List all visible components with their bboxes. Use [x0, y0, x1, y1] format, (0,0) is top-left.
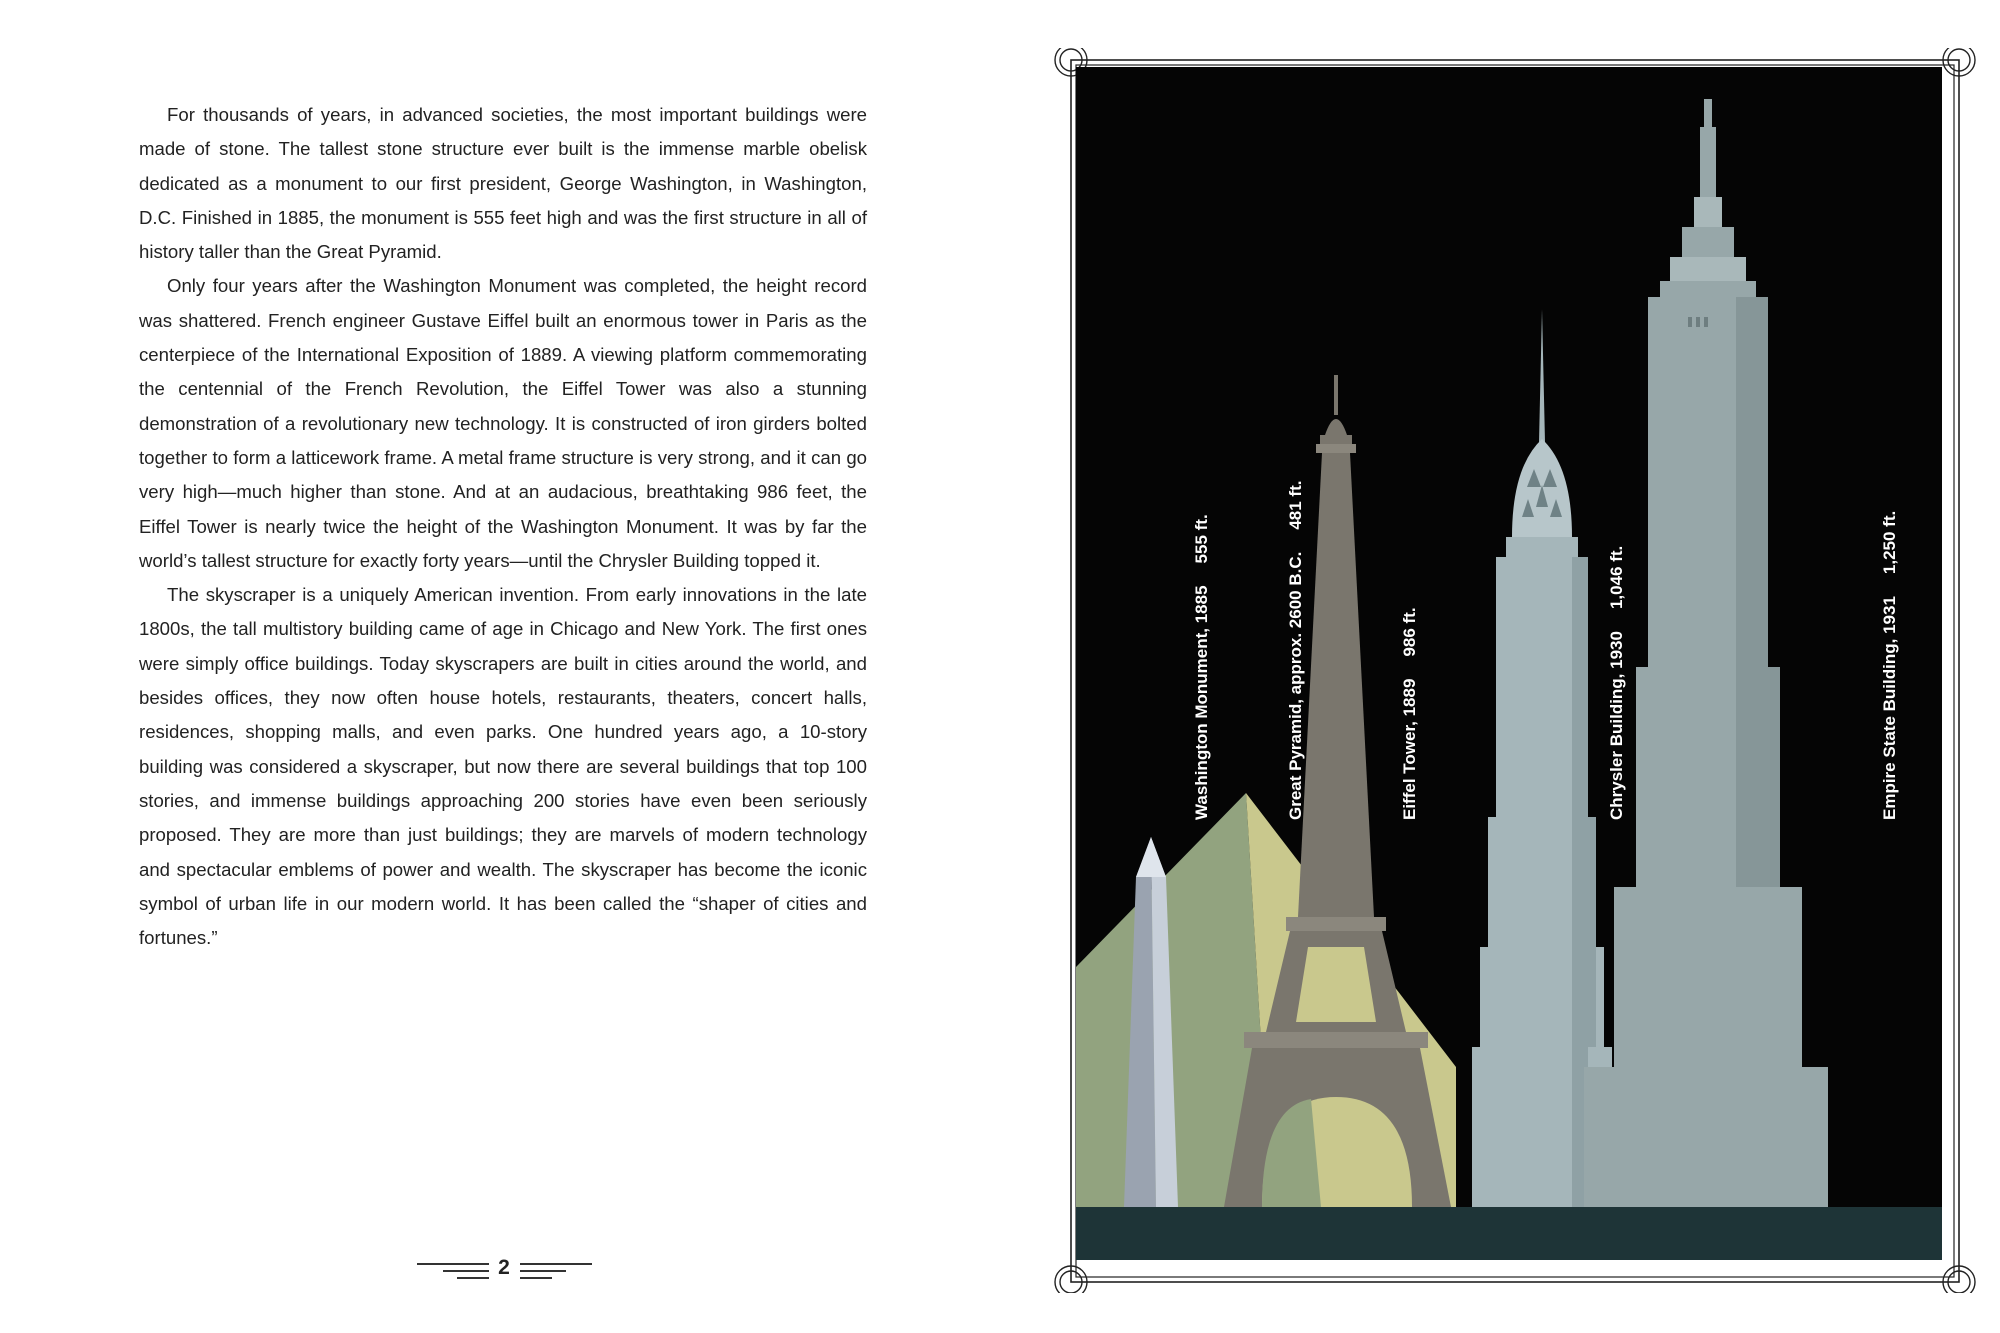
label-great-pyramid — [1286, 481, 1306, 820]
paragraph-2: Only four years after the Washington Monument was completed, the height record was shattered. French engineer Gustave Eiffel built an enormous tower in Paris as the centerpiece of the International Exposition of 1889. A viewing platform commemorating the centennial of the French Revolution, the Eiffel Tower was also a stunning demonstration of a revolutionary new technology. It is constructed of iron girders bolted together to form a latticework frame. A metal frame structure is very strong, and it can go very high—much higher than stone. And at an audacious, breathtaking 986 feet, the Eiffel Tower is nearly twice the height of the Washington Monument. It was by far the world’s tallest structure for exactly forty years—until the Chrysler Building topped it. — [139, 275, 867, 571]
label-height: 481 ft. — [1286, 480, 1305, 530]
label-eiffel-tower — [1400, 607, 1420, 820]
page-number-ornament — [417, 1254, 592, 1286]
label-name: Chrysler Building, 1930 — [1607, 631, 1626, 820]
folio-rule — [520, 1270, 566, 1272]
folio-rule — [457, 1277, 489, 1279]
label-name: Eiffel Tower, 1889 — [1400, 678, 1419, 820]
label-name: Washington Monument, 1885 — [1192, 585, 1211, 820]
body-text — [139, 98, 867, 955]
ground — [1076, 1207, 1942, 1260]
label-washington-monument — [1192, 514, 1212, 820]
folio-rule — [520, 1277, 552, 1279]
paragraph-3: The skyscraper is a uniquely American invention. From early innovations in the late 1800s, the tall multistory building came of age in Chicago and New York. The first ones were simply office buildings. Today skyscrapers are built in cities around the world, and besides offices, they now often house hotels, restaurants, theaters, concert halls, residences, shopping malls, and even parks. One hundred years ago, a 10-story building was considered a skyscraper, but now there are several buildings that top 100 stories, and immense buildings approaching 200 stories have even been seriously proposed. They are more than just buildings; they are marvels of modern technology and spectacular emblems of power and wealth. The skyscraper has become the iconic symbol of urban life in our modern world. It has been called the “shaper of cities and fortunes.” — [139, 584, 867, 949]
folio-rule — [417, 1263, 489, 1265]
label-height: 986 ft. — [1400, 607, 1419, 657]
folio-rule — [443, 1270, 489, 1272]
label-height: 1,250 ft. — [1880, 510, 1899, 575]
label-empire-state-building — [1880, 511, 1900, 820]
folio-rule — [520, 1263, 592, 1265]
label-chrysler-building — [1607, 546, 1627, 820]
label-name: Great Pyramid, approx. 2600 B.C. — [1286, 551, 1305, 820]
label-height: 555 ft. — [1192, 514, 1211, 564]
page-number: 2 — [498, 1256, 510, 1279]
label-name: Empire State Building, 1931 — [1880, 596, 1899, 820]
label-height: 1,046 ft. — [1607, 545, 1626, 610]
paragraph-1: For thousands of years, in advanced societies, the most important buildings were made of stone. The tallest stone structure ever built is the immense marble obelisk dedicated as a monument to our first president, George Washington, in Washington, D.C. Finished in 1885, the monument is 555 feet high and was the first structure in all of history taller than the Great Pyramid. — [139, 104, 867, 263]
